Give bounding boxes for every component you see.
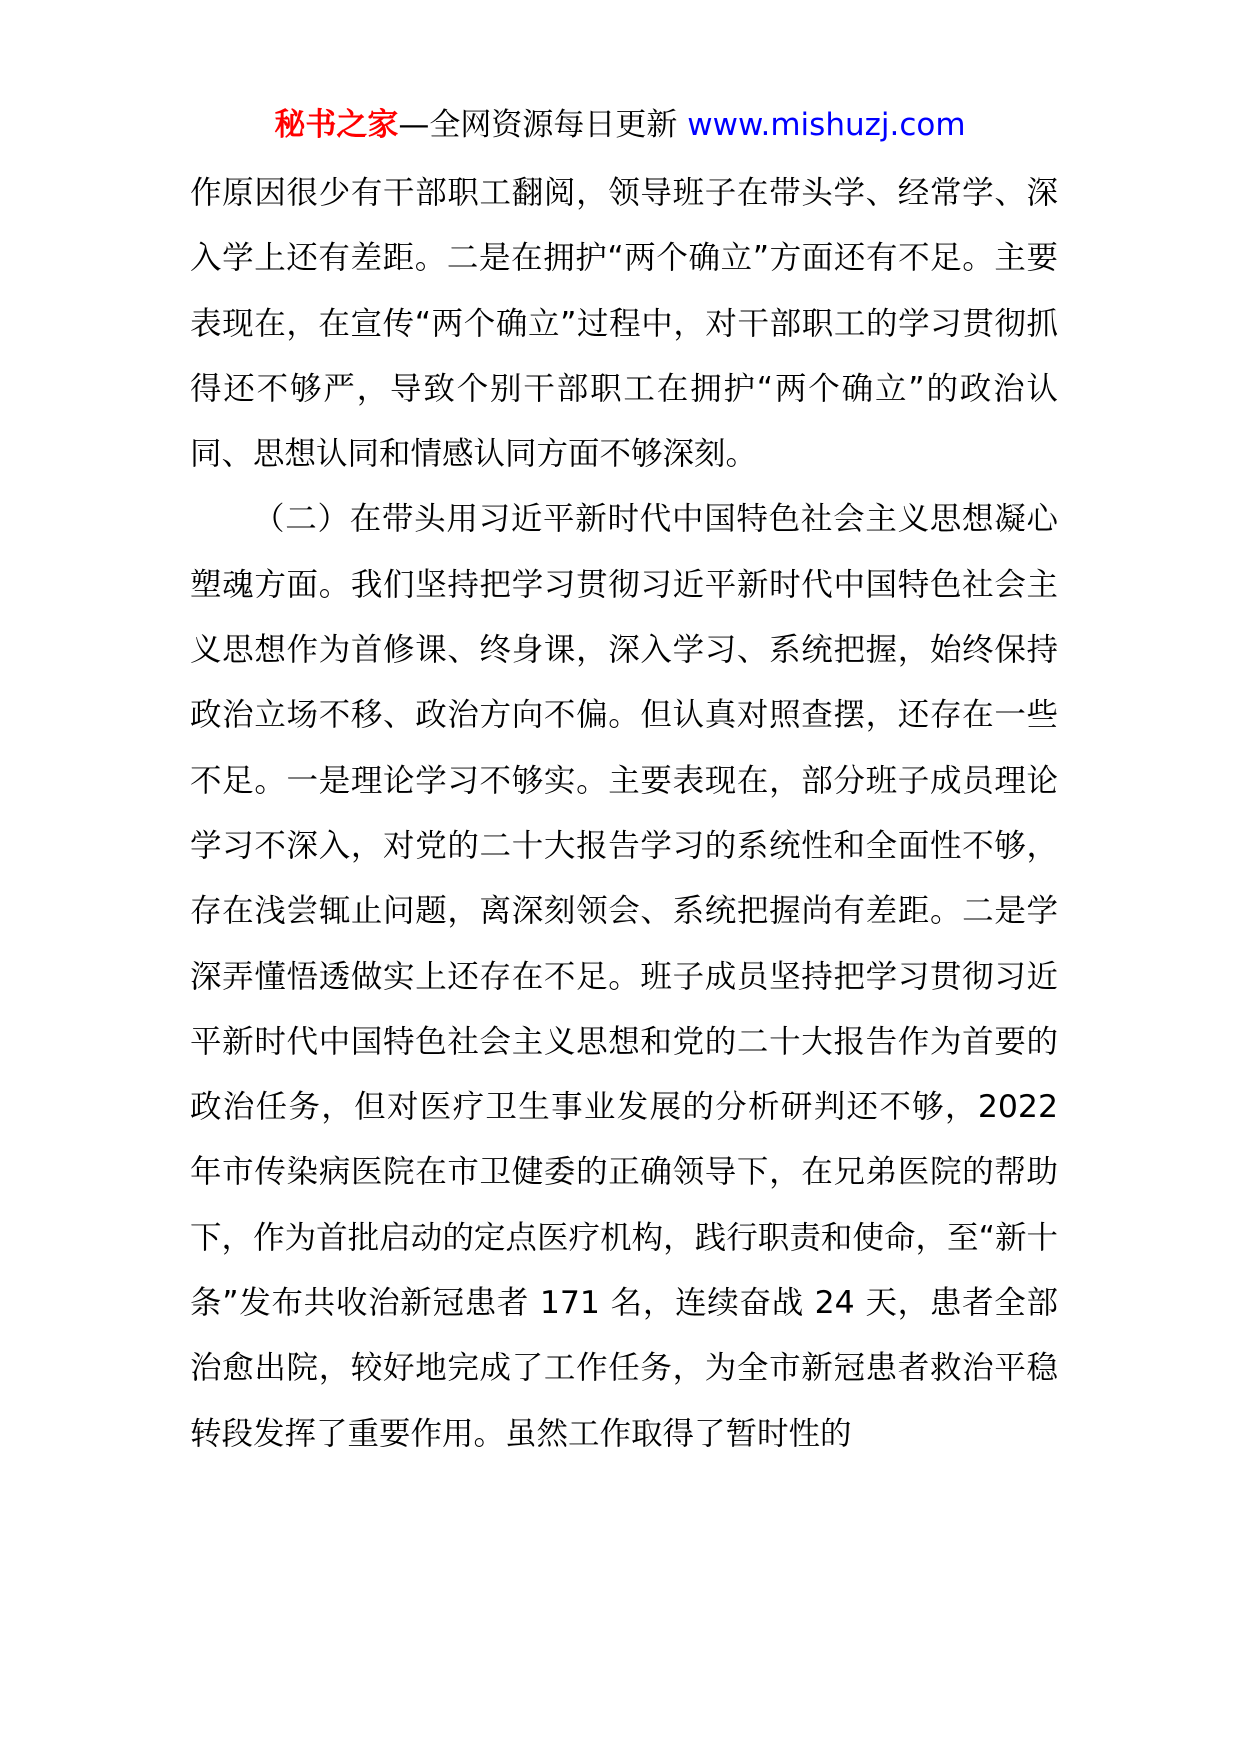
document-body	[190, 161, 1058, 1467]
header-tagline: —全网资源每日更新	[398, 107, 678, 143]
site-url-link[interactable]: www.mishuzj.com	[687, 107, 966, 143]
paragraph-continued: 作原因很少有干部职工翻阅，领导班子在带头学、经常学、深入学上还有差距。二是在拥护“两个确立”方面还有不足。主要表现在，在宣传“两个确立”过程中，对干部职工的学习贯彻抓得还不够严，导致个别干部职工在拥护“两个确立”的政治认同、思想认同和情感认同方面不够深刻。	[190, 175, 1058, 473]
paragraph-section-two: （二）在带头用习近平新时代中国特色社会主义思想凝心塑魂方面。我们坚持把学习贯彻习近平新时代中国特色社会主义思想作为首修课、终身课，深入学习、系统把握，始终保持政治立场不移、政治方向不偏。但认真对照查摆，还存在一些不足。一是理论学习不够实。主要表现在，部分班子成员理论学习不深入，对党的二十大报告学习的系统性和全面性不够，存在浅尝辄止问题，离深刻领会、系统把握尚有差距。二是学深弄懂悟透做实上还存在不足。班子成员坚持把学习贯彻习近平新时代中国特色社会主义思想和党的二十大报告作为首要的政治任务，但对医疗卫生事业发展的分析研判还不够，2022 年市传染病医院在市卫健委的正确领导下，在兄弟医院的帮助下，作为首批启动的定点医疗机构，践行职责和使命，至“新十条”发布共收治新冠患者 171 名，连续奋战 24 天，患者全部治愈出院，较好地完成了工作任务，为全市新冠患者救治平稳转段发挥了重要作用。虽然工作取得了暂时性的	[190, 501, 1058, 1452]
brand-name: 秘书之家	[274, 107, 399, 143]
page-header	[0, 100, 1240, 150]
